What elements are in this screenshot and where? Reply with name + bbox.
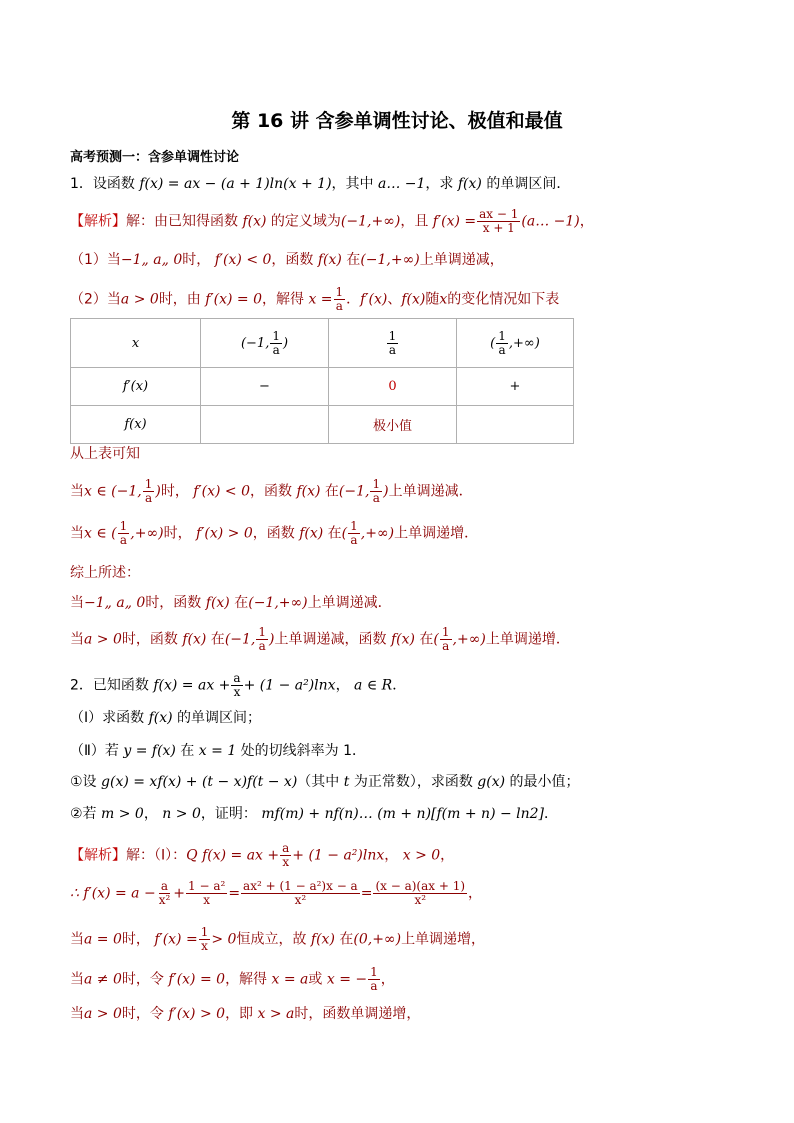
summary-label: 综上所述： (70, 565, 140, 581)
problem2-case-a-zero: 当a = 0时， f′(x) = $\frac{1}{x}$ > 0恒成立，故 f(x) 在(0,+∞)上单调递增， (70, 925, 486, 953)
problem2-statement: 2．已知函数 f(x) = ax + $\frac{a}{x}$ + (1 − a²)lnx， a ∈ R． (70, 671, 407, 699)
table-cell: 极小值 (329, 406, 457, 444)
table-cell: + (457, 368, 574, 406)
summary-line-1: 当−1„ a„ 0时，函数 f(x) 在(−1,+∞)上单调递减． (70, 595, 392, 611)
table-header-x: x (71, 319, 201, 368)
page-title: 第 16 讲 含参单调性讨论、极值和最值 (231, 110, 563, 132)
table-cell (457, 406, 574, 444)
table-cell: f(x) (71, 406, 201, 444)
table-cell (201, 406, 329, 444)
table-header-interval-left: (−1, $\frac{1}{a}$ ) (201, 319, 329, 368)
summary-line-2: 当a > 0时，函数 f(x) 在(−1, $\frac{1}{a}$ )上单调递减，函数 f(x) 在( $\frac{1}{a}$ ,+∞)上单调递增． (70, 625, 570, 653)
problem2-case-a-nonzero: 当a ≠ 0时，令 f′(x) = 0，解得 x = a或 x = − $\frac{1}{a}$ ， (70, 965, 395, 993)
table-header-critical-point: $\frac{1}{a}$ (329, 319, 457, 368)
table-header-interval-right: ( $\frac{1}{a}$ ,+∞) (457, 319, 574, 368)
solution-tag: 【解析】 (70, 847, 126, 864)
table-row (71, 406, 574, 444)
from-table-text: 从上表可知 (70, 446, 140, 462)
table-row (71, 319, 574, 368)
problem2-derivative: ∴ f′(x) = a − $\frac{a}{\text{x²}}$ + $\frac{\text{1 − a²}}{x}$ = $\frac{\text{ax² + (1 − a²)x − a}}{\text{x²}}$ = $\frac{(x - a)(ax + 1)}{\text{x²}}$ ， (70, 879, 483, 907)
table-row (71, 368, 574, 406)
problem2-question-1: （Ⅰ）求函数 f(x) 的单调区间； (70, 710, 262, 726)
problem1-decreasing-line: 当x ∈ (−1, $\frac{1}{a}$ )时， f′(x) < 0，函数 f(x) 在(−1, $\frac{1}{a}$ )上单调递减． (70, 477, 473, 505)
table-cell: 0 (329, 368, 457, 406)
table-cell: − (201, 368, 329, 406)
problem1-solution-intro: 【解析】解：由已知得函数 f(x) 的定义域为(−1,+∞)，且 f′(x) = $\frac{ax - 1}{x + 1}$ (a… −1)， (70, 207, 594, 235)
problem2-question-2: （Ⅱ）若 y = f(x) 在 x = 1 处的切线斜率为 1． (70, 743, 367, 759)
table-cell: f′(x) (71, 368, 201, 406)
section-heading: 高考预测一：含参单调性讨论 (70, 150, 240, 165)
problem1-statement: 1．设函数 f(x) = ax − (a + 1)ln(x + 1)，其中 a… −1，求 f(x) 的单调区间． (70, 176, 571, 192)
variation-table (70, 318, 574, 444)
solution-tag: 【解析】 (70, 213, 126, 230)
problem1-case1: （1）当−1„ a„ 0时， f′(x) < 0，函数 f(x) 在(−1,+∞)上单调递减， (70, 252, 504, 268)
problem1-increasing-line: 当x ∈ ( $\frac{1}{a}$ ,+∞)时， f′(x) > 0，函数 f(x) 在( $\frac{1}{a}$ ,+∞)上单调递增． (70, 519, 479, 547)
problem2-case-a-positive: 当a > 0时，令 f′(x) > 0，即 x > a时，函数单调递增， (70, 1006, 421, 1022)
problem2-subquestion-1: ①设 g(x) = xf(x) + (t − x)f(t − x)（其中 t 为正常数），求函数 g(x) 的最小值； (70, 774, 580, 790)
problem2-solution-intro: 【解析】解：（Ⅰ）：Q f(x) = ax + $\frac{a}{x}$ + (1 − a²)lnx， x > 0， (70, 841, 455, 869)
problem1-case2: （2）当a > 0时，由 f′(x) = 0，解得 x = $\frac{1}{a}$ ．f′(x)、f(x)随x的变化情况如下表 (70, 285, 560, 313)
problem2-subquestion-2: ②若 m > 0， n > 0，证明： mf(m) + nf(n)… (m + n)[f(m + n) − ln2]． (70, 806, 559, 822)
